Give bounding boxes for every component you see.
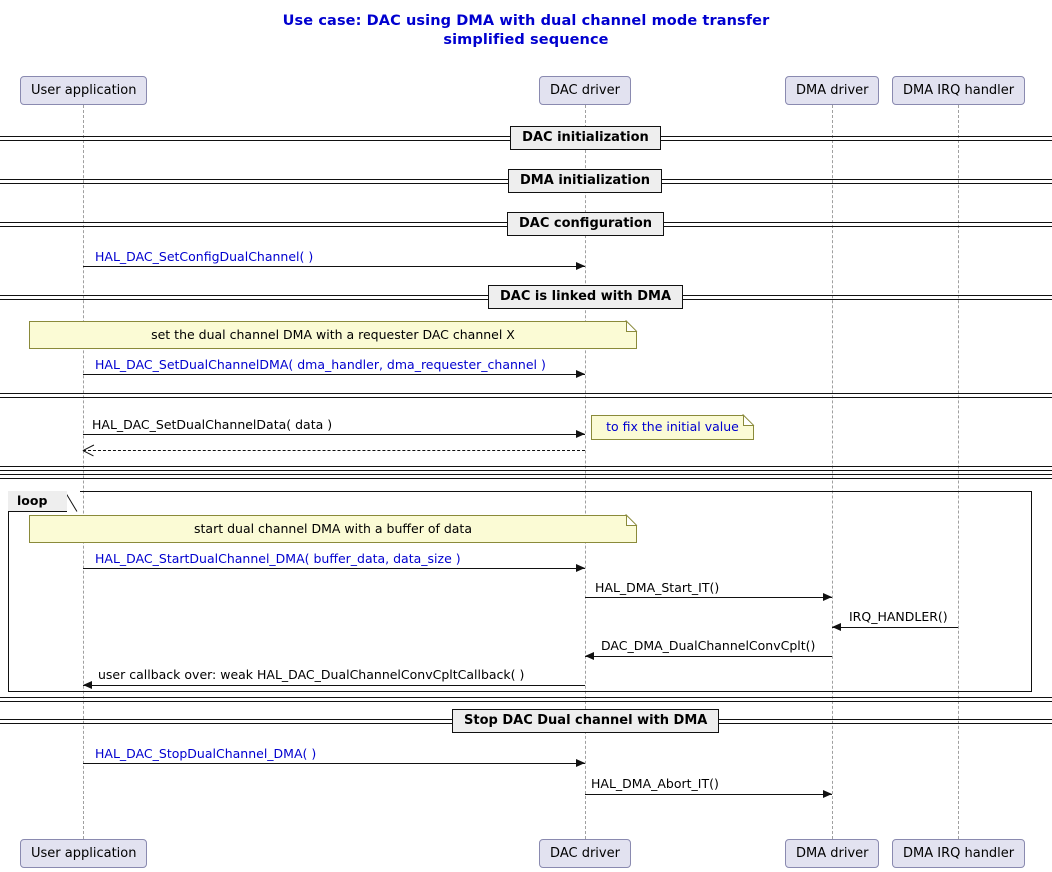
message-label-set-dual-channel-dma: HAL_DAC_SetDualChannelDMA( dma_handler, dma_requester_channel ) — [95, 357, 546, 372]
message-line-set-config-dual-channel — [83, 266, 585, 267]
message-arrow-set-config-dual-channel — [576, 262, 585, 270]
divider-label-1 — [508, 169, 662, 193]
frame-label-loop-frame — [8, 491, 80, 512]
divider-label-3 — [488, 285, 683, 309]
message-arrow-set-dual-channel-data-return — [83, 445, 94, 456]
separator-1 — [0, 466, 1052, 471]
message-arrow-set-dual-channel-dma — [576, 370, 585, 378]
title-line-1: Use case: DAC using DMA with dual channel mode transfer — [282, 13, 770, 29]
note-note-set-dual-channel — [29, 321, 637, 349]
note-fold-corner-icon — [743, 415, 754, 426]
participant-header-user[interactable] — [20, 76, 147, 105]
message-label-set-config-dual-channel: HAL_DAC_SetConfigDualChannel( ) — [95, 249, 314, 264]
divider-label-2 — [507, 212, 664, 236]
participant-footer-user[interactable] — [20, 839, 147, 868]
separator-2 — [0, 474, 1052, 479]
lifeline-irq — [958, 105, 959, 839]
participant-footer-irq[interactable] — [892, 839, 1025, 868]
lifeline-user — [83, 105, 84, 839]
divider-label-text: Stop DAC Dual channel with DMA — [464, 713, 708, 728]
message-line-start-dual-channel-dma — [83, 568, 585, 569]
frame-tab-notch — [67, 490, 80, 512]
divider-label-text: DMA initialization — [520, 173, 651, 188]
note-note-fix-initial-value — [591, 415, 754, 440]
message-line-set-dual-channel-data — [83, 434, 585, 435]
note-note-start-dual-channel — [29, 515, 637, 543]
message-line-dac-dma-dual-channel-conv-cplt — [585, 656, 832, 657]
message-arrow-dac-dma-dual-channel-conv-cplt — [585, 652, 594, 660]
message-label-stop-dual-channel-dma: HAL_DAC_StopDualChannel_DMA( ) — [95, 746, 317, 761]
participant-label: User application — [31, 846, 137, 861]
message-line-irq-handler — [832, 627, 958, 628]
participant-header-irq[interactable] — [892, 76, 1025, 105]
message-label-start-dual-channel-dma: HAL_DAC_StartDualChannel_DMA( buffer_data, data_size ) — [95, 551, 461, 566]
divider-label-4 — [452, 709, 719, 733]
message-arrow-user-callback — [83, 681, 92, 689]
note-fold-corner-icon — [626, 321, 637, 332]
participant-header-dma[interactable] — [785, 76, 879, 105]
message-arrow-irq-handler — [832, 623, 841, 631]
participant-label: User application — [31, 83, 137, 98]
message-line-user-callback — [83, 685, 585, 686]
message-label-dac-dma-dual-channel-conv-cplt: DAC_DMA_DualChannelConvCplt() — [601, 638, 816, 653]
divider-label-text: DAC configuration — [519, 216, 653, 231]
separator-3 — [0, 697, 1052, 702]
message-arrow-start-dual-channel-dma — [576, 564, 585, 572]
note-text: start dual channel DMA with a buffer of data — [194, 520, 472, 536]
divider-label-0 — [510, 126, 661, 150]
participant-label: DMA IRQ handler — [903, 83, 1015, 98]
participant-header-dac[interactable] — [539, 76, 631, 105]
message-label-user-callback: user callback over: weak HAL_DAC_DualChannelConvCpltCallback( ) — [98, 667, 525, 682]
message-arrow-set-dual-channel-data — [576, 430, 585, 438]
divider-label-text: DAC is linked with DMA — [500, 289, 671, 304]
participant-label: DMA driver — [796, 83, 869, 98]
note-text: set the dual channel DMA with a requester DAC channel X — [151, 326, 515, 342]
message-line-set-dual-channel-data-return — [83, 450, 585, 451]
divider-label-text: DAC initialization — [522, 130, 649, 145]
message-arrow-hal-dma-start-it — [823, 593, 832, 601]
participant-label: DMA IRQ handler — [903, 846, 1015, 861]
participant-label: DAC driver — [550, 83, 620, 98]
lifeline-dma — [832, 105, 833, 839]
participant-footer-dma[interactable] — [785, 839, 879, 868]
note-fold-corner-icon — [626, 515, 637, 526]
participant-label: DAC driver — [550, 846, 620, 861]
message-line-stop-dual-channel-dma — [83, 763, 585, 764]
message-line-set-dual-channel-dma — [83, 374, 585, 375]
participant-footer-dac[interactable] — [539, 839, 631, 868]
page-title — [0, 12, 1052, 50]
frame-label-text: loop — [17, 493, 48, 508]
note-text: to fix the initial value — [606, 419, 739, 435]
message-arrow-hal-dma-abort-it — [823, 790, 832, 798]
title-line-2: simplified sequence — [443, 32, 609, 48]
participant-label: DMA driver — [796, 846, 869, 861]
message-label-set-dual-channel-data: HAL_DAC_SetDualChannelData( data ) — [92, 417, 333, 432]
message-line-hal-dma-start-it — [585, 597, 832, 598]
message-label-hal-dma-start-it: HAL_DMA_Start_IT() — [595, 580, 720, 595]
message-arrow-stop-dual-channel-dma — [576, 759, 585, 767]
message-label-irq-handler: IRQ_HANDLER() — [849, 609, 948, 624]
message-line-hal-dma-abort-it — [585, 794, 832, 795]
message-label-hal-dma-abort-it: HAL_DMA_Abort_IT() — [591, 776, 719, 791]
separator-0 — [0, 393, 1052, 398]
